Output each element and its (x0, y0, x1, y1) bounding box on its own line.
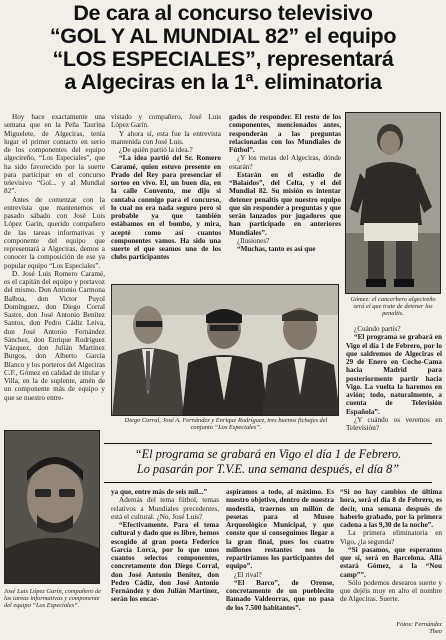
col2-answer-1: “La idea partió del Sr. Romero Caramé, quien estuvo presente en Prado del Rey para presenciar el sorteo en vivo. El, un buen día, en la calle Convento, me dijo si contaba conmigo para el concurso, lo cual no era nada seguro pero si probable ya que también estábamos en el bombo, y mira, acepté como así cuantos componentes vamos. Ha sido una suerte el que seamos uno de los clubs participantes (111, 154, 221, 262)
col2-paragraph-2: Y ahora sí, esta fue la entrevista mantenida con José Luis. (111, 129, 221, 146)
article-column-b3 (226, 488, 334, 636)
col2-question-1: ¿De quién partió la idea.? (119, 146, 193, 154)
colb4-question-1: La primera eliminatoria en Vigo, ¿la segunda? (340, 529, 442, 546)
headline-line-1: De cara al concurso televisivo (73, 1, 373, 25)
article-column-2 (111, 113, 221, 283)
headline-line-3: “LOS ESPECIALES”, representará (52, 47, 394, 71)
article-column-4 (346, 325, 442, 440)
article-column-3 (229, 113, 341, 283)
photo-credit (360, 621, 442, 636)
portrait-photo (4, 430, 100, 584)
colb3-answer-1: “El Barco”, de Orense, concretamente de un pueblecito llamado Valdeorras, que no pasa de los 7.500 habitantes”. (226, 578, 334, 612)
colb4-answer-1: “Si pasamos, que esperamos que sí, será en Barcelona. Allá estará Gómez, a la “Nou camp””. (340, 545, 442, 579)
pull-quote-line-2: Lo pasarán por T.V.E. una semana después, el día 8” (136, 462, 400, 476)
col3-paragraph-1: gados de responder. El resto de los componentes, mencionados antes, responderán a las preguntas relacionadas con los Mundiales de Fútbol”. (229, 113, 341, 154)
pull-quote (104, 443, 432, 483)
colb2-paragraph-2: Además del tema fútbol, temas relativos a Mundiales precedentes, está el cultural. ¿No, José Luis? (111, 496, 219, 521)
col4-question-1: ¿Cuándo partís? (354, 325, 401, 333)
group-caption: Diego Corral, José A. Fernández y Enrique Rodríguez, tres buenos fichajes del conjunto “Los Especiales”. (124, 417, 328, 432)
photo-credit-line-2: Theo (429, 628, 442, 636)
col1-paragraph-1: Hoy hace exactamente una semana que en la Peña Taurina Miguelete, de Algeciras, tenía lugar el primer contacto en serio de los componentes del equipo algecireño, “Los Especiales”, que ha sido favorecido por la suerte para participar en el concurso televisivo “Gol... y al Mundial 82”. (4, 113, 105, 196)
article-column-1 (4, 113, 105, 425)
colb3-question-1: ¿El rival? (234, 570, 262, 579)
photo-credit-line-1: Fotos: Fernández (396, 621, 442, 628)
goalkeeper-caption: Gómez: el cancerbero algecireño será el que trate de detener los penaltis. (350, 296, 436, 318)
colb4-paragraph-1: “Si no hay cambios de última hora, será el día 8 de Febrero, es decir, una semana después de haberlo grabado, por la primera cadena a las 9,30 de la noche”. (340, 488, 442, 529)
col2-paragraph-1: vistado y compañero, José Luis López Garín. (111, 113, 221, 130)
article-column-b2 (111, 488, 219, 636)
headline (4, 2, 442, 94)
pull-quote-line-1: “El programa se grabará en Vigo el día 1 de Febrero. (134, 447, 402, 461)
colb4-paragraph-2: Sólo podemos desearos suerte y que dejéis muy en alto el nombre de Algeciras. Suerte. (340, 578, 442, 604)
col3-question-2: ¿Ilusiones? (237, 236, 270, 245)
group-photo (111, 284, 339, 416)
goalkeeper-photo (345, 112, 441, 294)
colb2-paragraph-1: ya que, entre más de seis mil...” (111, 488, 208, 496)
portrait-caption: José Luis López Garín, compañero de las tareas informativas y componente del equipo “Los Especiales”. (4, 588, 102, 610)
col1-paragraph-3: D. José Luis Romero Caramé, es el capitán del equipo y portavoz del mismo. Don Antonio Carmona Balboa, don Victor Puyol Domínguez, don Diego Corral Sastre, don José Antonio Benítez Santos, don Pedro Cádiz Leiva, don José Antonio Fernández Sánchez, don Enrique Rodríguez Vázquez, don Julián Martínez Burgos, don Alberto García Blanco y los porteros del Algeciras C.F., Gómez en calidad de titular y Villa, en la de suplente, amén de un componente más de equipo y que se nuestro entre- (4, 269, 105, 402)
colb2-answer-1: “Efectivamente. Para el tema cultural y dado que es libre, hemos escogido al gran poeta Federico García Lorca, por lo que unos cuantos selectos componentes, concretamente don Diego Corral, don José Antonio Benítez, don Pedro Cádiz, don José Antonio Fernández y don Julián Martínez, serán los encar- (111, 521, 219, 604)
col3-question-1: ¿Y los metas del Algeciras, dónde estarán? (229, 154, 341, 171)
article-column-b4 (340, 488, 442, 620)
col4-answer-1: “El programa se grabará en Vigo el día 1 de Febrero, por lo que saldremos de Algeciras el 29 de Enero en Coche-Cama hacia Madrid para posteriormente partir hacia Vigo. La vuelta la haremos en avión; todo, naturalmente, a cuenta de Televisión Española”. (346, 333, 442, 416)
colb3-paragraph-1: aspiramos a todo, al máximo. Es nuestro objetivo, dentro de nuestra modestia, traernos un millón de pesetas para el Museo Arqueológico Municipal, y que conste que si conseguimos llegar a la gran final, pues los cuatro millones restantes nos lo repartiríamos los participantes del equipo”. (226, 488, 334, 571)
col1-paragraph-2: Antes de comenzar con la entrevista que mantenemos el pasado sábado con José Luis López Garín, querido compañero de las tareas informativas y componente del equipo que representará a Algeciras, demos a conocer la composición de ese ya popular equipo “Los Especiales”. (4, 195, 105, 270)
headline-line-2: “GOL Y AL MUNDIAL 82” el equipo (49, 24, 397, 48)
col3-answer-1: Estarán en el estadio de “Balaídos”, del Celta, y el del Mundial 82. Su misión es intentar detener penaltis que nuestro equipo que sin responder a preguntas y que serán lanzados por jugadores que han participado en anteriores Mundiales”. (229, 170, 341, 237)
headline-line-4: a Algeciras en la 1ª. eliminatoria (64, 70, 382, 94)
col3-answer-2: “Muchas, tanto es así que (237, 245, 316, 253)
col4-question-2: ¿Y cuándo os veremos en Televisión? (346, 415, 442, 432)
